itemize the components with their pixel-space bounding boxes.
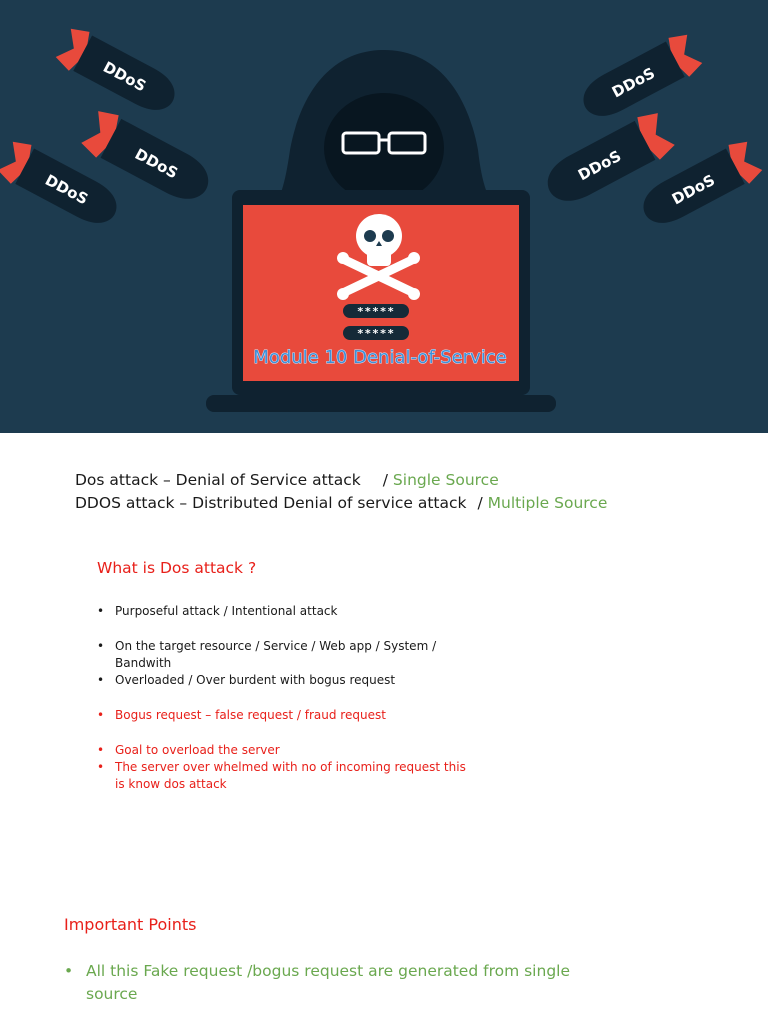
section-title-important-points: Important Points (64, 915, 197, 934)
rocket-label: DDoS (100, 57, 150, 96)
ddos-rocket-icon (53, 23, 183, 120)
list-item (97, 742, 495, 759)
password-field-1 (343, 304, 409, 318)
list-item (97, 638, 495, 672)
section-title-what-is-dos: What is Dos attack ? (97, 559, 257, 577)
bullet-icon: • (97, 604, 105, 618)
password-field-2 (343, 326, 409, 340)
rocket-label: DDoS (668, 170, 718, 209)
definition-separator: / (477, 494, 483, 512)
list-item-text: Overloaded / Over burdent with bogus request (115, 673, 396, 687)
list-item (64, 960, 586, 1006)
definition-dos (75, 471, 499, 489)
bullet-icon: • (97, 639, 105, 653)
definition-ddos (75, 494, 607, 512)
hero-banner (0, 0, 768, 433)
bullet-icon: • (97, 743, 105, 757)
list-item-text: Goal to overload the server (115, 743, 280, 757)
bullet-icon: • (97, 760, 105, 774)
rocket-label: DDoS (42, 170, 92, 209)
definition-label: DDOS attack – Distributed Denial of service attack (75, 494, 467, 512)
definition-separator: / (382, 471, 388, 489)
list-item (97, 707, 495, 724)
rocket-label: DDoS (608, 63, 658, 102)
list-item-text: Purposeful attack / Intentional attack (115, 604, 338, 618)
bullet-icon: • (97, 708, 105, 722)
list-item (97, 672, 495, 689)
hero-title: Module 10 Denial-of-Service (253, 347, 507, 368)
definition-source: Single Source (392, 471, 499, 489)
list-item-text: The server over whelmed with no of incoming request this is know dos attack (115, 760, 466, 791)
password-mask-2: ***** (356, 327, 396, 340)
bullet-icon: • (97, 673, 105, 687)
hero-illustration (0, 0, 768, 433)
rocket-label: DDoS (575, 146, 625, 185)
list-item-text: Bogus request – false request / fraud request (115, 708, 386, 722)
rocket-label: DDoS (131, 144, 181, 183)
definition-source: Multiple Source (487, 494, 608, 512)
definition-label: Dos attack – Denial of Service attack (75, 471, 361, 489)
password-mask-1: ***** (356, 305, 396, 318)
bullet-icon: • (64, 962, 74, 980)
ddos-rocket-icon (575, 29, 705, 126)
list-item-text: On the target resource / Service / Web app / System / Bandwith (115, 639, 437, 670)
list-item-text: All this Fake request /bogus request are generated from single source (86, 962, 570, 1003)
list-item (97, 759, 475, 793)
list-item (97, 603, 495, 620)
